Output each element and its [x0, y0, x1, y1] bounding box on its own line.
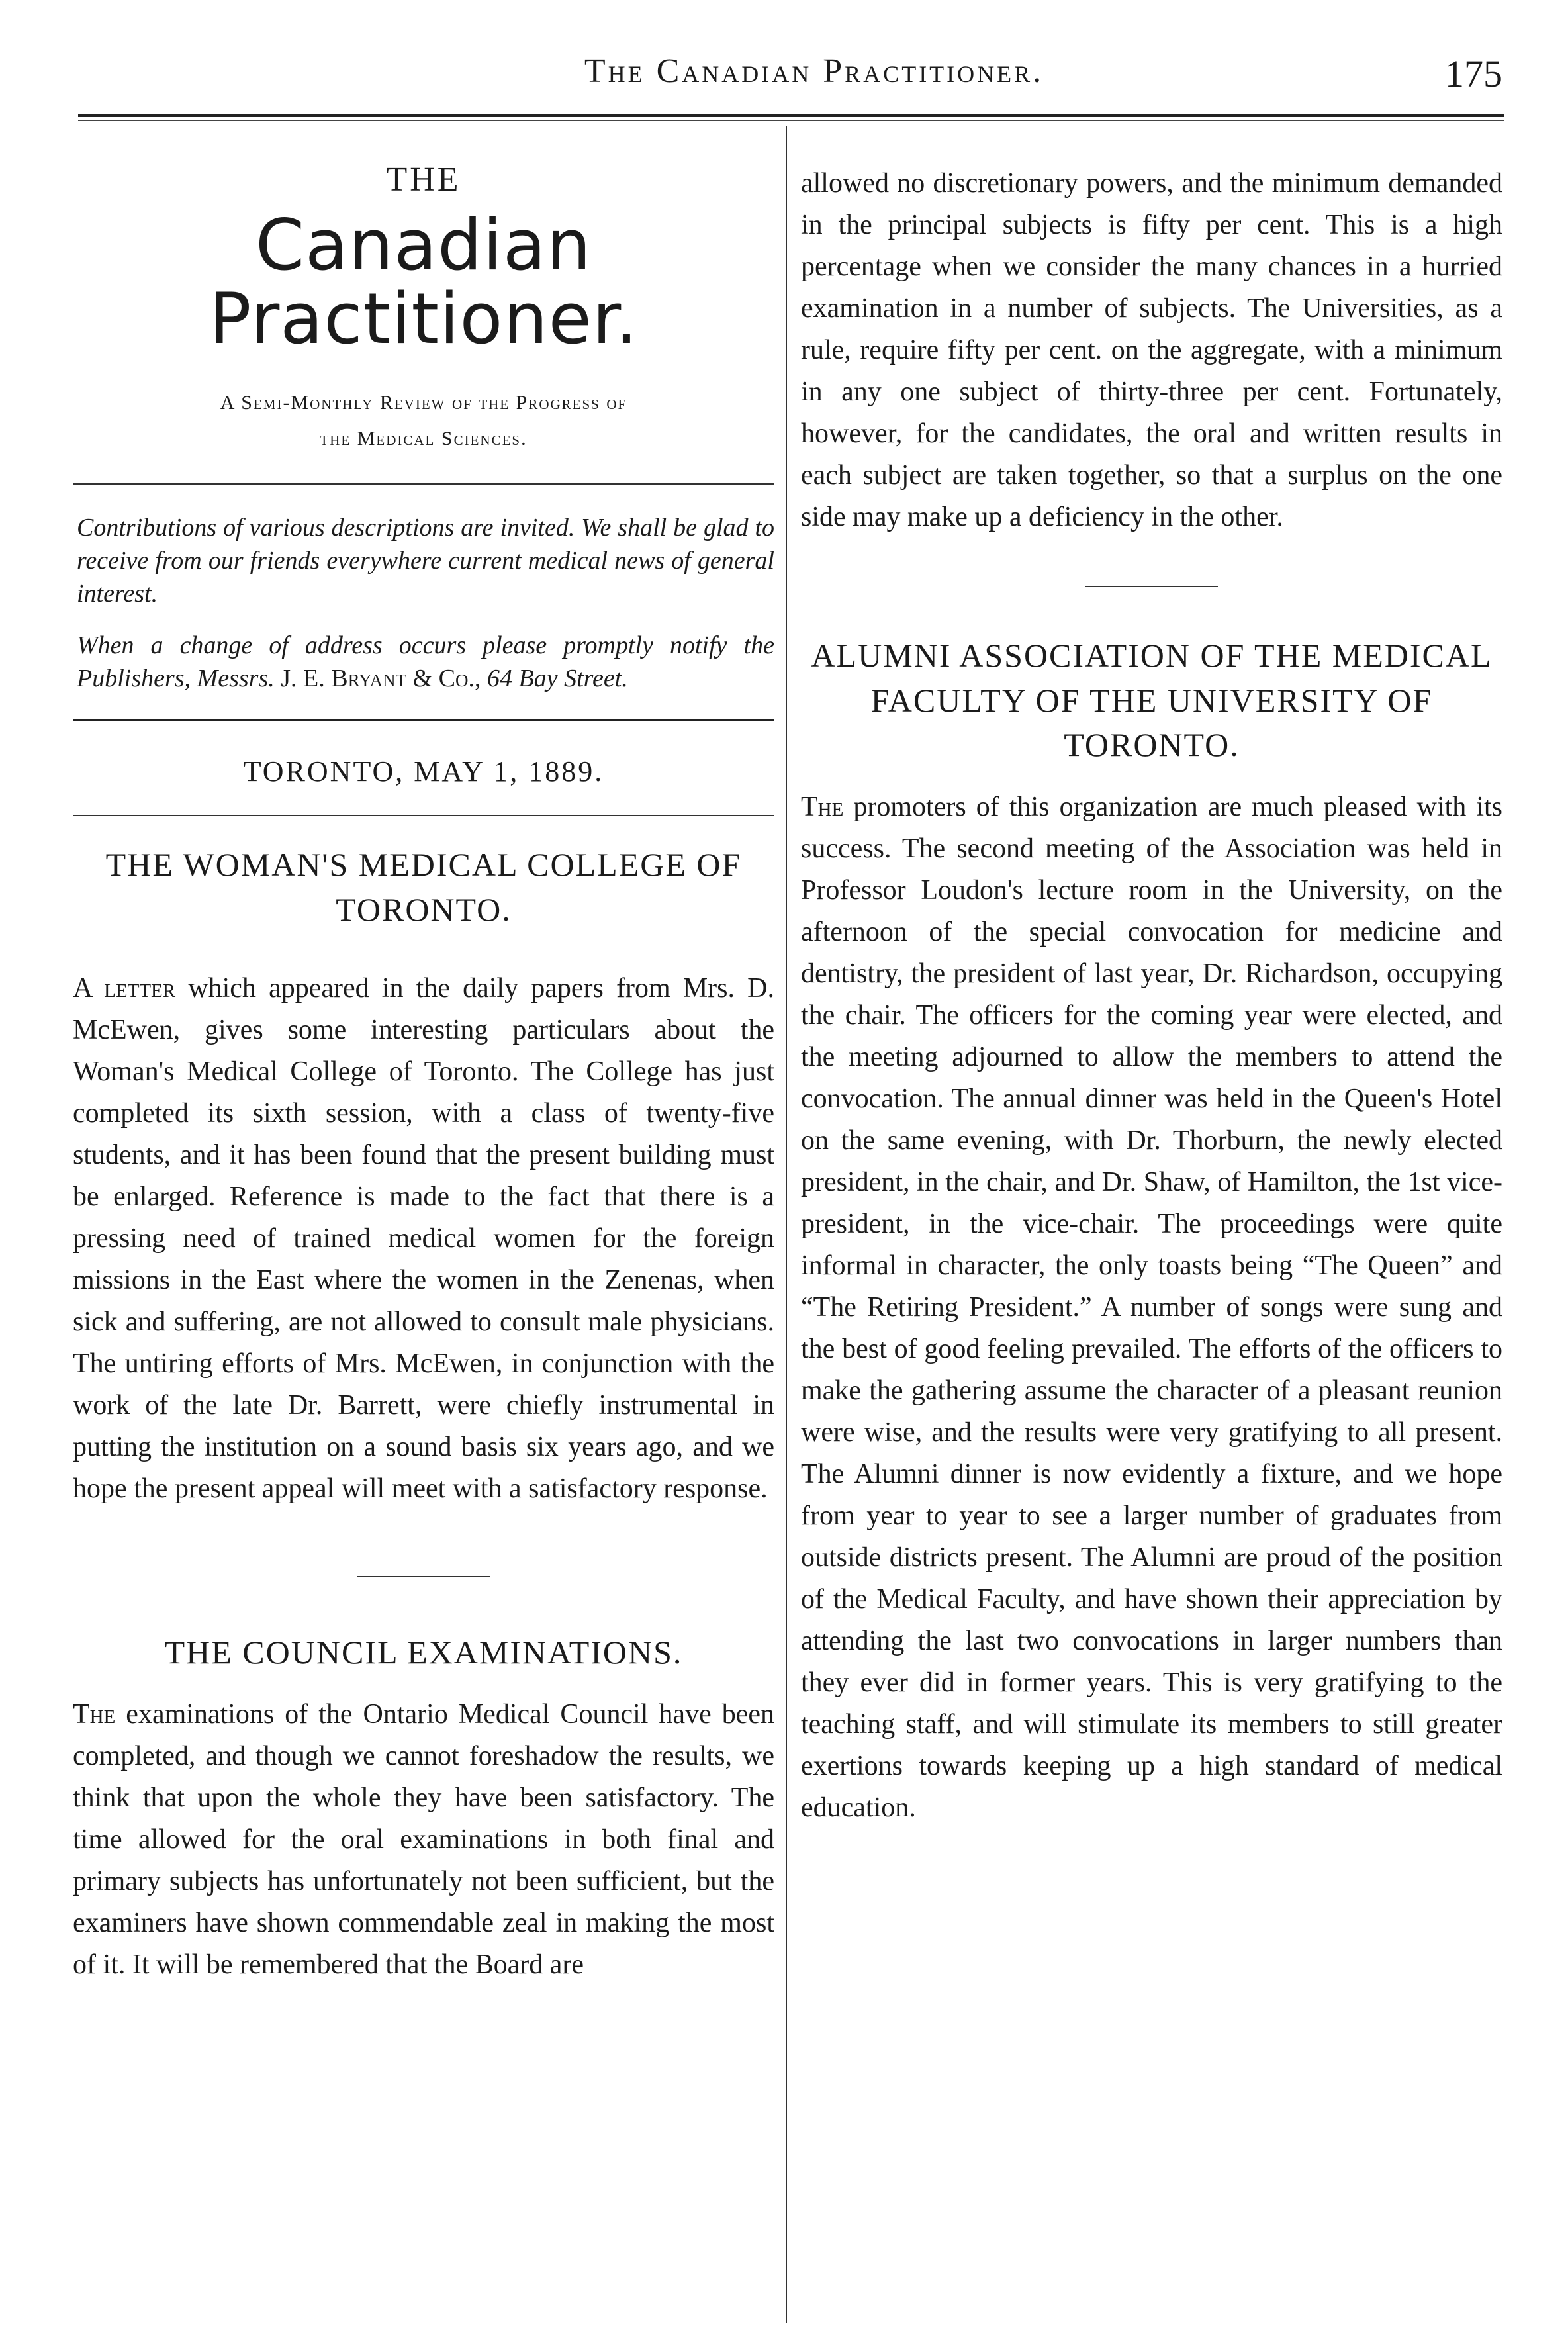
right-column — [801, 126, 1502, 1829]
womans-college-heading: THE WOMAN'S MEDICAL COLLEGE OF TORONTO. — [105, 846, 742, 928]
address-notice — [73, 629, 774, 695]
alumni-text: promoters of this organization are much pleased with its success. The second meeting of the Association was held in Professor Loudon's lecture room in the University, on the afternoon of the special convocation for medicine and dentistry, the president of last year, Dr. Richardson, occupying the chair. The officers for the coming year were elected, and the meeting adjourned to allow the members to attend the convocation. The annual dinner was held in the Queen's Hotel on the same evening, with Dr. Thorburn, the newly elected president, in the chair, and Dr. Shaw, of Hamilton, the 1st vice-president, in the vice-chair. The proceedings were quite informal in character, the only toasts being “The Queen” and “The Retiring President.” A number of songs were sung and the best of good feeling prevailed. The efforts of the officers to make the gathering assume the character of a pleasant reunion were wise, and the results were very gratifying to all present. The Alumni dinner is now evidently a fixture, and we hope from year to year to see a larger number of graduates from outside districts present. The Alumni are proud of the position of the Medical Faculty, and have shown their appreciation by attending the last two convocations in larger numbers than they ever did in former years. This is very gratifying to the teaching staff, and will stimulate its members to still greater exertions towards keeping up a high standard of medical education. — [801, 791, 1502, 1823]
section-separator-right — [1085, 586, 1218, 587]
alumni-heading: ALUMNI ASSOCIATION OF THE MEDICAL FACULTY OF THE UNIVERSITY OF TORONTO. — [811, 637, 1493, 763]
womans-college-lead: A letter — [73, 973, 176, 1004]
council-exams-lead: The — [73, 1699, 116, 1730]
running-title: The Canadian Practitioner. — [584, 52, 1044, 90]
left-column — [73, 126, 774, 1986]
publisher-name: J. E. Bryant & Co., — [281, 665, 481, 693]
alumni-lead: The — [801, 791, 844, 822]
contributions-notice: Contributions of various descriptions are invited. We shall be glad to receive from our friends everywhere current medical news of general interest. — [77, 513, 774, 608]
masthead-subtitle-line2: the Medical Sciences. — [320, 427, 528, 449]
alumni-body — [801, 786, 1502, 1829]
council-exams-body — [73, 1694, 774, 1986]
address-notice-street: 64 Bay Street. — [481, 665, 628, 693]
page-number: 175 — [1445, 52, 1502, 95]
council-exams-text: examinations of the Ontario Medical Council have been completed, and though we cannot foreshadow the results, we think that upon the whole they have been satisfactory. The time allowed for the oral examinations in both final and primary subjects has unfortunately not been sufficient, but the examiners have shown commendable zeal in making the most of it. It will be remembered that the Board are — [73, 1699, 774, 1980]
running-head — [73, 52, 1502, 111]
header-rule-thin — [78, 120, 1504, 121]
dateline-rule-top — [73, 719, 774, 725]
address-notice-text: When a change of address occurs please promptly notify the Publishers, Messrs. — [77, 631, 774, 693]
council-exams-continuation: allowed no discretionary powers, and the minimum demanded in the principal subjects is fifty per cent. This is a high percentage when we consider the many chances in a hurried examination in a number of subjects. The Universities, as a rule, require fifty per cent. on the aggregate, with a minimum in any one subject of thirty-three per cent. Fortunately, however, for the candidates, the oral and written results in each subject are taken together, so that a surplus on the one side may make up a deficiency in the other. — [801, 168, 1502, 532]
dateline: TORONTO, MAY 1, 1889. — [243, 755, 604, 788]
masthead-subtitle-line1: A Semi-Monthly Review of the Progress of — [220, 391, 627, 414]
masthead-subtitle — [73, 385, 774, 457]
council-exams-heading: THE COUNCIL EXAMINATIONS. — [164, 1634, 683, 1671]
masthead-the: THE — [386, 161, 461, 199]
womans-college-body — [73, 968, 774, 1510]
masthead-rule — [73, 483, 774, 485]
womans-college-text: which appeared in the daily papers from Mrs. D. McEwen, gives some interesting particulars about the Woman's Medical College of Toronto. The College has just completed its sixth session, with a class of twenty-five students, and it has been found that the present building must be enlarged. Reference is made to the fact that there is a pressing need of trained medical women for the foreign missions in the East where the women in the Zenenas, when sick and suffering, are not allowed to consult male physicians. The untiring efforts of Mrs. McEwen, in conjunction with the work of the late Dr. Barrett, were chiefly instrumental in putting the institution on a sound basis six years ago, and we hope the present appeal will meet with a satisfactory response. — [73, 973, 774, 1505]
masthead-name: Canadian Practitioner. — [208, 205, 639, 360]
section-separator — [357, 1576, 490, 1577]
masthead — [73, 160, 774, 457]
column-divider — [786, 126, 787, 2323]
header-rule — [78, 114, 1504, 117]
dateline-rule-bottom — [73, 815, 774, 816]
